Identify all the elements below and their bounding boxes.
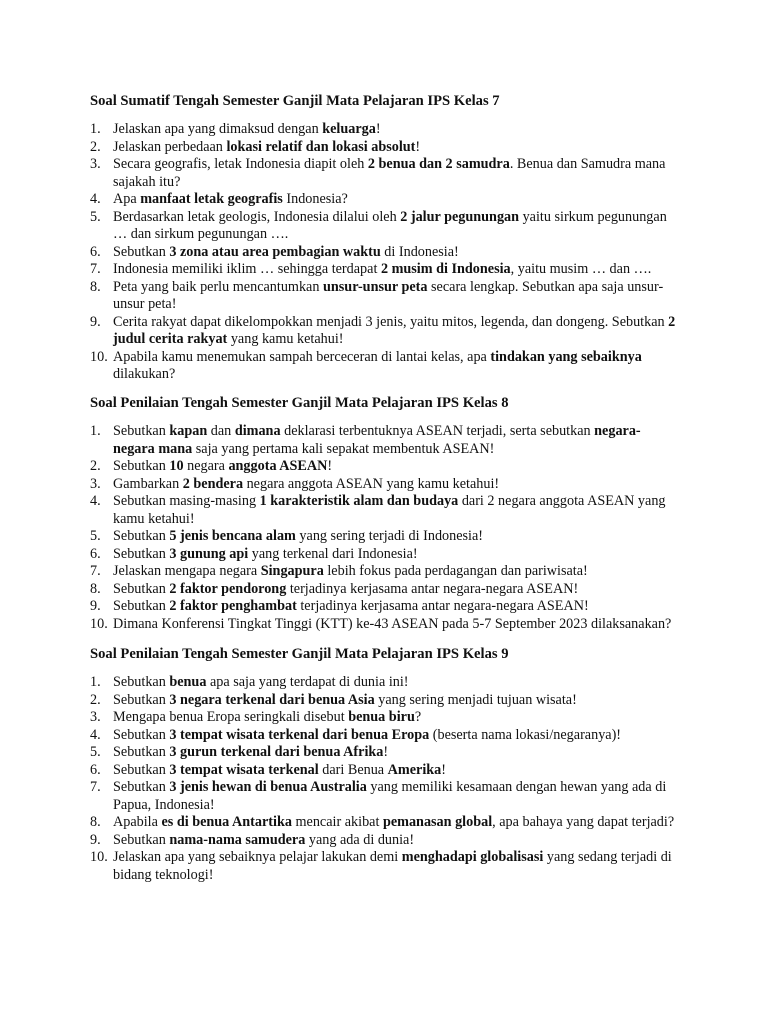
question-text: Sebutkan	[113, 779, 170, 795]
question-text: yang sering terjadi di Indonesia!	[295, 528, 484, 544]
question-number: 3.	[90, 709, 101, 725]
question-text: Sebutkan	[113, 545, 170, 562]
question-number: 10.	[90, 615, 108, 632]
question-text: Indonesia memiliki iklim … sehingga terdapat	[113, 261, 381, 277]
question-keyword: 3 jenis hewan di benua Australia	[169, 779, 367, 795]
question-item	[90, 598, 680, 616]
question-text: Sebutkan	[113, 744, 170, 760]
question-keyword: 2 faktor pendorong	[169, 580, 287, 597]
question-item	[90, 261, 680, 279]
question-number: 9.	[90, 831, 101, 848]
question-text: . Benua dan Samudra mana sajakah itu?	[113, 156, 666, 190]
question-item	[90, 849, 680, 884]
question-keyword: unsur-unsur peta	[323, 278, 428, 295]
question-keyword: Singapura	[260, 563, 324, 579]
question-text: Apa	[113, 191, 141, 207]
question-keyword: 2 musim di Indonesia	[380, 261, 511, 277]
section-kelas-7	[90, 92, 680, 384]
question-text: yang sering menjadi tujuan wisata!	[374, 691, 577, 708]
question-item	[90, 191, 680, 209]
question-text: yang sedang terjadi di bidang teknologi!	[113, 849, 672, 883]
question-text: !	[383, 744, 389, 760]
question-item	[90, 744, 680, 762]
question-item	[90, 349, 680, 384]
question-keyword: 2 benua dan 2 samudra	[367, 156, 510, 172]
question-number: 6.	[90, 761, 101, 778]
question-text: !	[327, 458, 333, 474]
question-number: 1.	[90, 674, 101, 690]
question-keyword: anggota ASEAN	[228, 458, 328, 474]
question-number: 8.	[90, 580, 101, 597]
question-list	[90, 121, 680, 384]
question-text: Cerita rakyat dapat dikelompokkan menjadi 3 jenis, yaitu mitos, legenda, dan dongeng. Sebutkan	[113, 313, 669, 330]
question-item	[90, 832, 680, 850]
question-number: 1.	[90, 121, 101, 137]
question-keyword: 3 tempat wisata terkenal dari benua Eropa	[169, 726, 430, 743]
question-number: 2.	[90, 138, 101, 155]
question-item	[90, 546, 680, 564]
question-text: yang terkenal dari Indonesia!	[248, 545, 418, 562]
question-number: 7.	[90, 563, 101, 579]
section-title: Soal Sumatif Tengah Semester Ganjil Mata Pelajaran IPS Kelas 7	[90, 93, 500, 109]
question-number: 5.	[90, 528, 101, 544]
question-item	[90, 563, 680, 581]
question-text: mencair akibat	[291, 814, 383, 830]
question-text: yaitu sirkum pegunungan … dan sirkum pegunungan ….	[113, 208, 667, 242]
question-number: 6.	[90, 243, 101, 260]
question-text: Sebutkan	[113, 726, 170, 743]
question-text: (beserta nama lokasi/negaranya)!	[429, 726, 622, 743]
question-keyword: 2 bendera	[182, 475, 244, 492]
question-keyword: 3 tempat wisata terkenal	[169, 761, 319, 778]
question-number: 2.	[90, 691, 101, 708]
section-title: Soal Penilaian Tengah Semester Ganjil Mata Pelajaran IPS Kelas 9	[90, 646, 509, 662]
question-text: deklarasi terbentuknya ASEAN terjadi, serta sebutkan	[280, 423, 595, 439]
question-text: terjadinya kerjasama antar negara-negara ASEAN!	[286, 580, 579, 597]
question-keyword: 10	[169, 458, 184, 474]
question-item	[90, 423, 680, 458]
question-number: 3.	[90, 475, 101, 492]
question-item	[90, 709, 680, 727]
question-keyword: kapan	[169, 423, 208, 439]
question-number: 2.	[90, 458, 101, 474]
question-item	[90, 616, 680, 634]
question-text: , apa bahaya yang dapat terjadi?	[492, 814, 675, 830]
question-text: Sebutkan	[113, 691, 170, 708]
question-item	[90, 528, 680, 546]
question-text: yang ada di dunia!	[305, 831, 415, 848]
question-text: Sebutkan	[113, 598, 170, 614]
question-text: negara anggota ASEAN yang kamu ketahui!	[243, 475, 500, 492]
question-text: , yaitu musim … dan ….	[510, 261, 652, 277]
question-number: 5.	[90, 744, 101, 760]
question-item	[90, 762, 680, 780]
question-number: 7.	[90, 261, 101, 277]
question-keyword: benua	[169, 674, 207, 690]
question-keyword: dimana	[234, 423, 281, 439]
question-text: Jelaskan mengapa negara	[113, 563, 261, 579]
question-number: 7.	[90, 779, 101, 795]
question-number: 10.	[90, 849, 108, 865]
question-item	[90, 279, 680, 314]
question-number: 4.	[90, 191, 101, 207]
question-item	[90, 121, 680, 139]
question-text: Jelaskan apa yang dimaksud dengan	[113, 121, 323, 137]
question-text: Peta yang baik perlu mencantumkan	[113, 278, 323, 295]
question-number: 6.	[90, 545, 101, 562]
question-item	[90, 139, 680, 157]
question-text: Mengapa benua Eropa seringkali disebut	[113, 709, 349, 725]
question-text: !	[415, 138, 421, 155]
question-text: Sebutkan	[113, 761, 170, 778]
question-text: dari 2 negara anggota ASEAN yang kamu ketahui!	[113, 493, 666, 527]
question-text: yang kamu ketahui!	[227, 331, 344, 347]
question-number: 9.	[90, 598, 101, 614]
question-text: lebih fokus pada perdagangan dan pariwisata!	[323, 563, 588, 579]
question-item	[90, 779, 680, 814]
question-keyword: 2 judul cerita rakyat	[113, 313, 676, 347]
question-keyword: 3 gurun terkenal dari benua Afrika	[169, 744, 384, 760]
section-kelas-8	[90, 394, 680, 633]
question-keyword: keluarga	[322, 121, 376, 137]
question-item	[90, 581, 680, 599]
question-text: Gambarkan	[113, 475, 183, 492]
question-text: secara lengkap. Sebutkan apa saja unsur-unsur peta!	[113, 278, 664, 312]
question-text: di Indonesia!	[380, 243, 459, 260]
question-list	[90, 423, 680, 633]
question-text: Sebutkan	[113, 831, 170, 848]
question-keyword: 3 zona atau area pembagian waktu	[169, 243, 381, 260]
question-number: 4.	[90, 493, 101, 509]
question-keyword: lokasi relatif dan lokasi absolut	[226, 138, 416, 155]
question-text: dan	[207, 423, 235, 439]
question-keyword: pemanasan global	[382, 814, 493, 830]
question-text: negara	[183, 458, 229, 474]
question-item	[90, 314, 680, 349]
question-text: ?	[414, 709, 422, 725]
question-item	[90, 674, 680, 692]
question-number: 5.	[90, 208, 101, 225]
question-keyword: negara-negara mana	[113, 423, 641, 457]
question-item	[90, 814, 680, 832]
question-number: 8.	[90, 814, 101, 830]
question-keyword: 2 jalur pegunungan	[400, 208, 520, 225]
question-number: 10.	[90, 348, 108, 365]
question-text: saja yang pertama kali sepakat membentuk ASEAN!	[192, 440, 495, 457]
question-keyword: nama-nama samudera	[169, 831, 306, 848]
question-number: 8.	[90, 278, 101, 295]
question-keyword: 3 negara terkenal dari benua Asia	[169, 691, 375, 708]
question-text: Apabila	[113, 814, 162, 830]
question-item	[90, 458, 680, 476]
section-title: Soal Penilaian Tengah Semester Ganjil Mata Pelajaran IPS Kelas 8	[90, 395, 509, 411]
question-text: dilakukan?	[113, 366, 176, 382]
question-text: Sebutkan	[113, 243, 170, 260]
question-text: Sebutkan	[113, 528, 170, 544]
question-keyword: 2 faktor penghambat	[169, 598, 297, 614]
question-text: Sebutkan masing-masing	[113, 493, 260, 509]
question-number: 3.	[90, 156, 101, 172]
section-kelas-9	[90, 645, 680, 884]
question-keyword: manfaat letak geografis	[140, 191, 283, 207]
question-text: Jelaskan perbedaan	[113, 138, 227, 155]
question-text: terjadinya kerjasama antar negara-negara ASEAN!	[296, 598, 589, 614]
question-item	[90, 156, 680, 191]
question-text: Jelaskan apa yang sebaiknya pelajar lakukan demi	[113, 849, 402, 865]
question-text: dari Benua	[318, 761, 388, 778]
question-keyword: Amerika	[387, 761, 442, 778]
question-item	[90, 493, 680, 528]
question-keyword: 1 karakteristik alam dan budaya	[259, 493, 459, 509]
question-text: apa saja yang terdapat di dunia ini!	[206, 674, 409, 690]
question-keyword: benua biru	[348, 709, 415, 725]
question-text: Apabila kamu menemukan sampah berceceran di lantai kelas, apa	[113, 348, 491, 365]
question-text: Sebutkan	[113, 580, 170, 597]
question-text: !	[375, 121, 381, 137]
question-item	[90, 727, 680, 745]
question-text: Indonesia?	[282, 191, 348, 207]
question-item	[90, 244, 680, 262]
question-item	[90, 209, 680, 244]
question-text: Sebutkan	[113, 674, 170, 690]
question-text: !	[441, 761, 446, 778]
question-text: Dimana Konferensi Tingkat Tinggi (KTT) ke-43 ASEAN pada 5-7 September 2023 dilaksanakan?	[113, 615, 672, 632]
question-list	[90, 674, 680, 884]
question-keyword: 5 jenis bencana alam	[169, 528, 296, 544]
question-text: Secara geografis, letak Indonesia diapit oleh	[113, 156, 368, 172]
question-text: Berdasarkan letak geologis, Indonesia dilalui oleh	[113, 208, 401, 225]
question-number: 9.	[90, 313, 101, 330]
question-text: Sebutkan	[113, 458, 170, 474]
question-number: 4.	[90, 726, 101, 743]
question-item	[90, 692, 680, 710]
question-number: 1.	[90, 423, 101, 439]
question-item	[90, 476, 680, 494]
question-keyword: 3 gunung api	[169, 545, 249, 562]
question-text: Sebutkan	[113, 423, 170, 439]
question-keyword: es di benua Antartika	[161, 814, 292, 830]
question-keyword: menghadapi globalisasi	[401, 849, 544, 865]
question-text: yang memiliki kesamaan dengan hewan yang ada di Papua, Indonesia!	[113, 779, 667, 813]
question-keyword: tindakan yang sebaiknya	[490, 348, 642, 365]
